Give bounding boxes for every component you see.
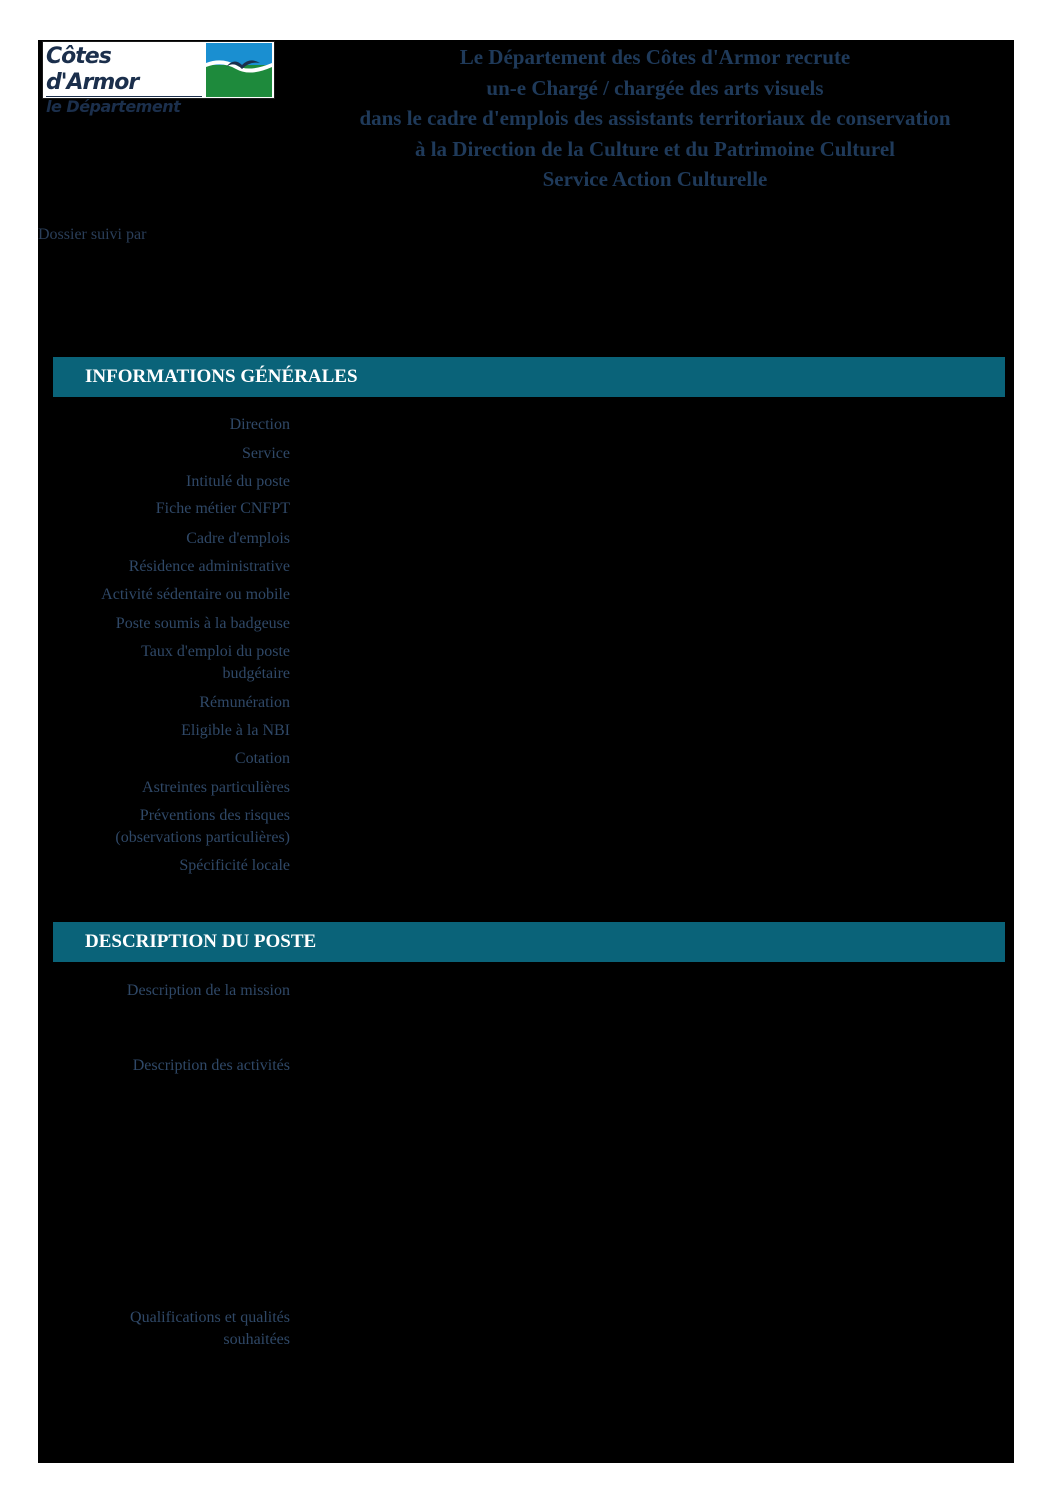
- section-header-general: INFORMATIONS GÉNÉRALES: [53, 357, 1005, 397]
- section-header-description: DESCRIPTION DU POSTE: [53, 922, 1005, 962]
- field-label-activites: Description des activités: [132, 1057, 290, 1074]
- field-label-residence: Résidence administrative: [128, 558, 290, 575]
- title-line-5: Service Action Culturelle: [542, 167, 768, 191]
- field-label-direction: Direction: [229, 416, 290, 433]
- field-label-remuneration: Rémunération: [199, 694, 290, 711]
- dossier-label: Dossier suivi par: [38, 226, 147, 243]
- field-label-cadre-emplois: Cadre d'emplois: [186, 530, 290, 547]
- field-label-badgeuse: Poste soumis à la badgeuse: [115, 615, 290, 632]
- field-label-intitule: Intitulé du poste: [186, 473, 290, 490]
- field-label-taux-emploi: Taux d'emploi du poste budgétaire: [141, 643, 290, 682]
- field-label-mission: Description de la mission: [126, 982, 290, 999]
- field-label-fiche-metier: Fiche métier CNFPT: [155, 500, 290, 517]
- logo-line-1: Côtes d'Armor: [46, 44, 139, 95]
- field-label-qualifications: Qualifications et qualités souhaitées: [130, 1309, 290, 1348]
- field-label-astreintes: Astreintes particulières: [142, 779, 290, 796]
- logo-line-2: le Département: [46, 96, 202, 116]
- title-line-1: Le Département des Côtes d'Armor recrute: [459, 45, 851, 69]
- field-label-preventions: Préventions des risques (observations particulières): [115, 807, 290, 846]
- field-label-service: Service: [242, 445, 290, 462]
- title-line-4: à la Direction de la Culture et du Patrimoine Culturel: [414, 136, 896, 161]
- field-label-specificite: Spécificité locale: [179, 857, 290, 874]
- document-page: [38, 40, 1014, 1463]
- logo-wordmark: [46, 44, 202, 116]
- job-posting-title: [285, 42, 1025, 195]
- department-logo: [42, 41, 275, 116]
- title-line-3: dans le cadre d'emplois des assistants territoriaux de conservation: [359, 106, 951, 130]
- field-label-nbi: Eligible à la NBI: [181, 722, 290, 739]
- field-label-cotation: Cotation: [234, 750, 290, 767]
- field-label-activite: Activité sédentaire ou mobile: [101, 586, 290, 603]
- title-line-2: un-e Chargé / chargée des arts visuels: [486, 75, 824, 100]
- seagull-emblem-icon: [206, 43, 272, 97]
